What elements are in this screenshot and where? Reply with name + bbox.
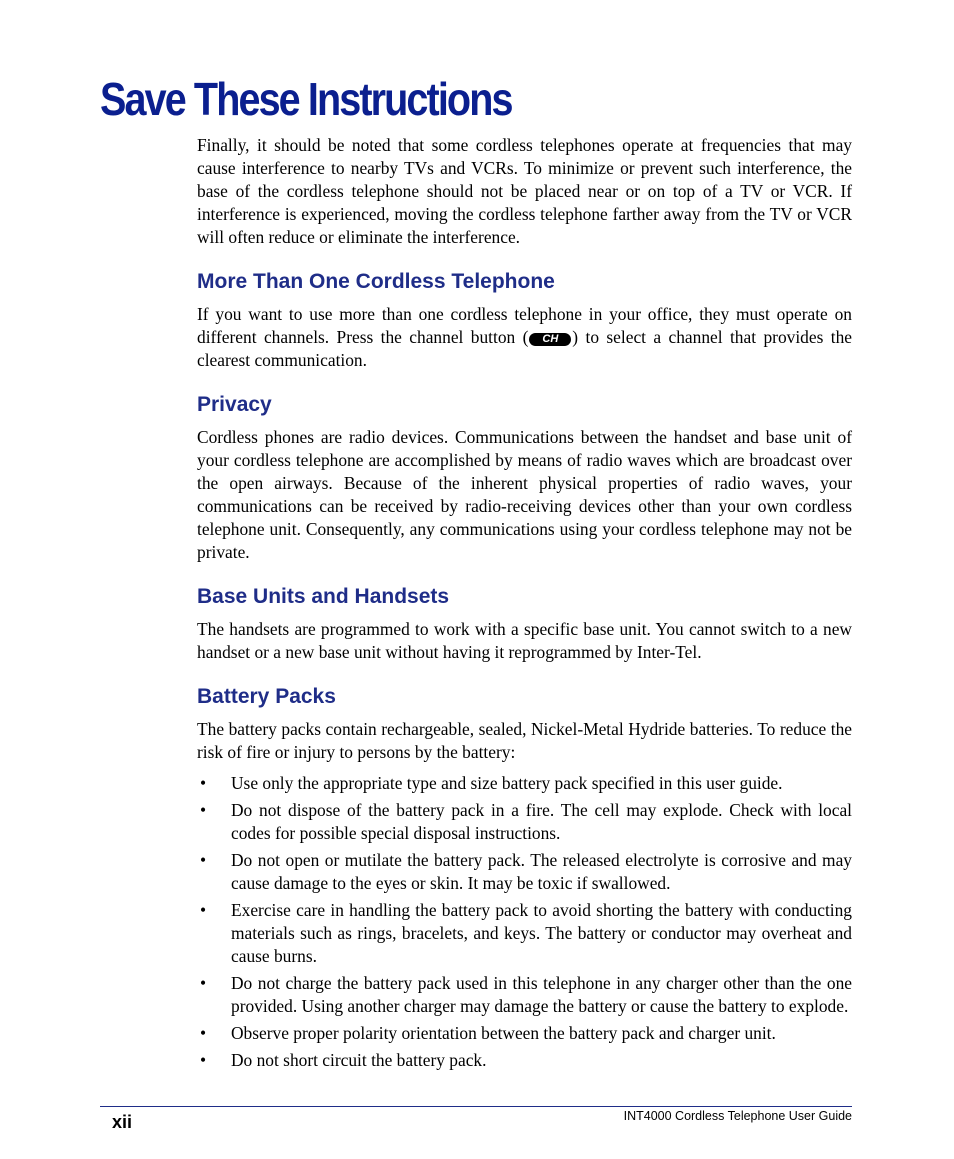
privacy-paragraph: Cordless phones are radio devices. Communications between the handset and base unit of your cordless telephone are accomplished by means of radio waves which are broadcast over the open airways. Because of the inherent physical properties of radio waves, your communications can be received by radio-receiving devices other than your own cordless telephone unit. Consequently, any communications using your cordless telephone may not be private. [197, 427, 852, 562]
base-units-paragraph: The handsets are programmed to work with a specific base unit. You cannot switch to a new handset or a new base unit without having it reprogrammed by Inter-Tel. [197, 619, 852, 662]
bullet-icon: • [200, 800, 207, 820]
section-heading-base-units: Base Units and Handsets [197, 585, 450, 608]
page-title: Save These Instructions [100, 73, 512, 125]
main-content [197, 134, 852, 1076]
bullet-icon: • [200, 900, 207, 920]
multiple-phones-text-before: If you want to use more than one cordless telephone in your office, they must operate on different channels. Press the channel button ( [197, 304, 852, 347]
bullet-icon: • [200, 773, 207, 793]
footer-divider [100, 1106, 852, 1107]
list-item: • Observe proper polarity orientation between the battery pack and charger unit. [200, 1023, 776, 1043]
list-item: • Do not dispose of the battery pack in a fire. The cell may explode. Check with local codes for possible special disposal instructions. [200, 800, 852, 843]
list-item: • Do not charge the battery pack used in this telephone in any charger other than the one provided. Using another charger may damage the battery or cause the battery to explode. [200, 973, 852, 1016]
list-item: • Exercise care in handling the battery pack to avoid shorting the battery with conducting materials such as rings, bracelets, and keys. The battery or conductor may overheat and cause burns. [200, 900, 852, 966]
section-heading-multiple-phones: More Than One Cordless Telephone [197, 270, 555, 293]
battery-warning-list [197, 772, 852, 1072]
battery-intro-paragraph: The battery packs contain rechargeable, sealed, Nickel-Metal Hydride batteries. To reduce the risk of fire or injury to persons by the battery: [197, 719, 852, 762]
section-heading-battery-packs: Battery Packs [197, 685, 336, 708]
bullet-icon: • [200, 1023, 207, 1043]
multiple-phones-text-after: ) to select a channel that provides the clearest communication. [197, 327, 852, 370]
list-item: • Use only the appropriate type and size battery pack specified in this user guide. [200, 773, 783, 793]
section-heading-privacy: Privacy [197, 393, 272, 416]
bullet-icon: • [200, 1050, 207, 1070]
list-item: • Do not open or mutilate the battery pack. The released electrolyte is corrosive and may cause damage to the eyes or skin. It may be toxic if swallowed. [200, 850, 852, 893]
footer-guide-title: INT4000 Cordless Telephone User Guide [623, 1109, 852, 1123]
bullet-icon: • [200, 850, 207, 870]
bullet-icon: • [200, 973, 207, 993]
intro-paragraph: Finally, it should be noted that some cordless telephones operate at frequencies that may cause interference to nearby TVs and VCRs. To minimize or prevent such interference, the base of the cordless telephone should not be placed near or on top of a TV or VCR. If interference is experienced, moving the cordless telephone farther away from the TV or VCR will often reduce or eliminate the interference. [197, 135, 852, 247]
list-item: • Do not short circuit the battery pack. [200, 1050, 487, 1070]
channel-button-icon: CH [529, 333, 571, 346]
page-number: xii [112, 1112, 133, 1132]
multiple-phones-paragraph [197, 303, 852, 372]
